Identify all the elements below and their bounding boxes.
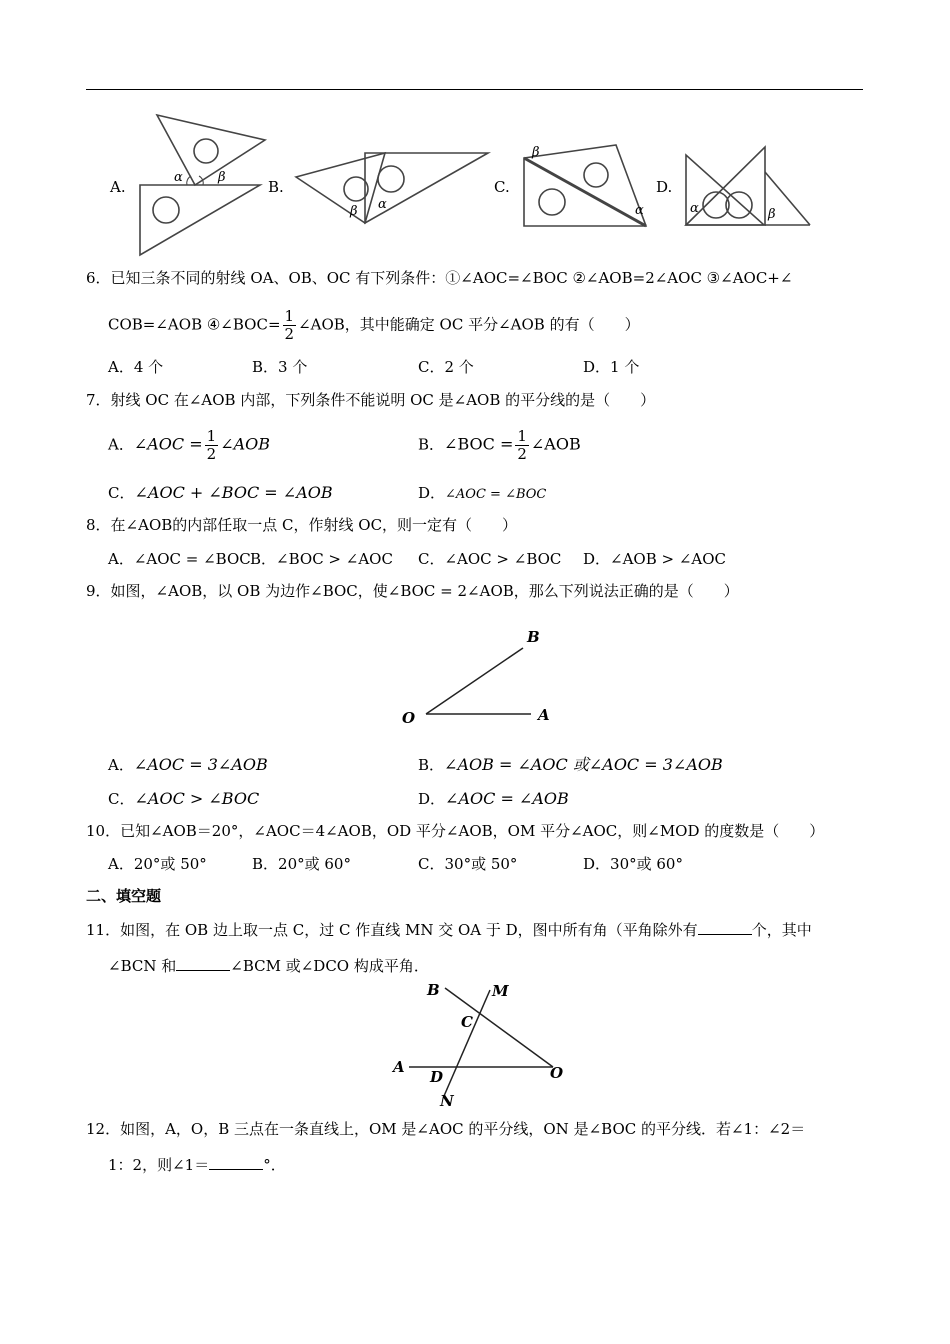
q8-option-a: A．∠AOC = ∠BOC	[108, 550, 251, 568]
q6-option-a: A．4 个	[108, 358, 164, 376]
q8-stem: 8．在∠AOB的内部任取一点 C，作射线 OC，则一定有（ ）	[86, 516, 518, 534]
q9-figure	[398, 622, 558, 727]
q9-option-c: C．∠AOC > ∠BOC	[108, 789, 260, 808]
q7-stem: 7．射线 OC 在∠AOB 内部，下列条件不能说明 OC 是∠AOB 的平分线的是（ ）	[86, 391, 656, 409]
q6-option-b: B．3 个	[252, 358, 308, 376]
q12-line2: 1：2，则∠1＝ °．	[108, 1156, 286, 1174]
q10-option-d: D．30°或 60°	[583, 855, 683, 873]
q5d-beta: β	[768, 207, 776, 222]
q9-option-b: B．∠AOB = ∠AOC 或∠AOC = 3∠AOB	[418, 755, 723, 774]
q5c-alpha: α	[635, 203, 644, 218]
q7-option-a: A．∠AOC = $\frac{1}{2}$ ∠AOB	[108, 427, 271, 463]
q9-label-a: A	[538, 706, 550, 724]
q8-option-b: B．∠BOC > ∠AOC	[250, 550, 393, 568]
q9-option-d: D．∠AOC = ∠AOB	[418, 789, 569, 808]
header-rule	[86, 89, 863, 90]
q5-figure-a	[130, 110, 270, 258]
q5c-beta: β	[532, 145, 540, 160]
q11-label-o: O	[550, 1064, 564, 1082]
q6-option-d: D．1 个	[583, 358, 640, 376]
q5a-beta: β	[218, 170, 226, 185]
q11-label-b: B	[427, 981, 440, 999]
q8-option-d: D．∠AOB > ∠AOC	[583, 550, 727, 568]
q10-stem: 10．已知∠AOB＝20°，∠AOC＝4∠AOB，OD 平分∠AOB，OM 平分∠AOC，则∠MOD 的度数是（ ）	[86, 822, 825, 840]
q10-option-c: C．30°或 50°	[418, 855, 518, 873]
q11-blank-1[interactable]	[698, 919, 752, 935]
q5-option-c-label: C.	[494, 178, 510, 196]
q5-option-b-label: B.	[268, 178, 284, 196]
q5-option-d-label: D.	[656, 178, 673, 196]
q9-option-a: A．∠AOC = 3∠AOB	[108, 755, 268, 774]
q5-figure-b	[290, 145, 495, 230]
q11-label-m: M	[492, 982, 509, 1000]
q9-stem: 9．如图，∠AOB，以 OB 为边作∠BOC，使∠BOC = 2∠AOB，那么下列说法正确的是（ ）	[86, 582, 739, 600]
q11-line2: ∠BCN 和 ∠BCM 或∠DCO 构成平角．	[108, 957, 429, 975]
q11-blank-2[interactable]	[176, 955, 230, 971]
q5b-alpha: α	[378, 197, 387, 212]
q5d-alpha: α	[690, 201, 699, 216]
q11-line1: 11．如图，在 OB 边上取一点 C，过 C 作直线 MN 交 OA 于 D，图中所有角（平角除外有 个，其中	[86, 921, 812, 939]
q11-label-d: D	[430, 1068, 444, 1086]
q9-label-b: B	[527, 628, 540, 646]
q5-figure-c	[518, 140, 653, 232]
q10-option-a: A．20°或 50°	[108, 855, 207, 873]
q9-label-o: O	[402, 709, 416, 727]
section-fill-in-title: 二、填空题	[86, 887, 162, 905]
q5-option-a-label: A.	[110, 178, 126, 196]
q8-option-c: C．∠AOC > ∠BOC	[418, 550, 562, 568]
q11-label-a: A	[393, 1058, 405, 1076]
q6-line2: COB=∠AOB ④∠BOC= $\frac{1}{2}$ ∠AOB，其中能确定 OC 平分∠AOB 的有（ ）	[108, 307, 640, 343]
q11-figure	[385, 978, 575, 1113]
q5b-beta: β	[350, 204, 358, 219]
q7-option-d: D．∠AOC = ∠BOC	[418, 484, 547, 502]
q12-line1: 12．如图，A，O，B 三点在一条直线上，OM 是∠AOC 的平分线，ON 是∠BOC 的平分线．若∠1：∠2＝	[86, 1120, 806, 1138]
q6-line1: 6．已知三条不同的射线 OA、OB、OC 有下列条件：①∠AOC=∠BOC ②∠AOB=2∠AOC ③∠AOC+∠	[86, 269, 793, 287]
q12-blank[interactable]	[209, 1154, 263, 1170]
q7-option-c: C．∠AOC + ∠BOC = ∠AOB	[108, 483, 333, 502]
q10-option-b: B．20°或 60°	[252, 855, 351, 873]
q11-label-c: C	[461, 1013, 473, 1031]
q7-option-b: B．∠BOC = $\frac{1}{2}$ ∠AOB	[418, 427, 581, 463]
q6-option-c: C．2 个	[418, 358, 474, 376]
q5a-alpha: α	[174, 170, 183, 185]
q5-figure-d	[680, 142, 812, 230]
q11-label-n: N	[440, 1092, 454, 1110]
